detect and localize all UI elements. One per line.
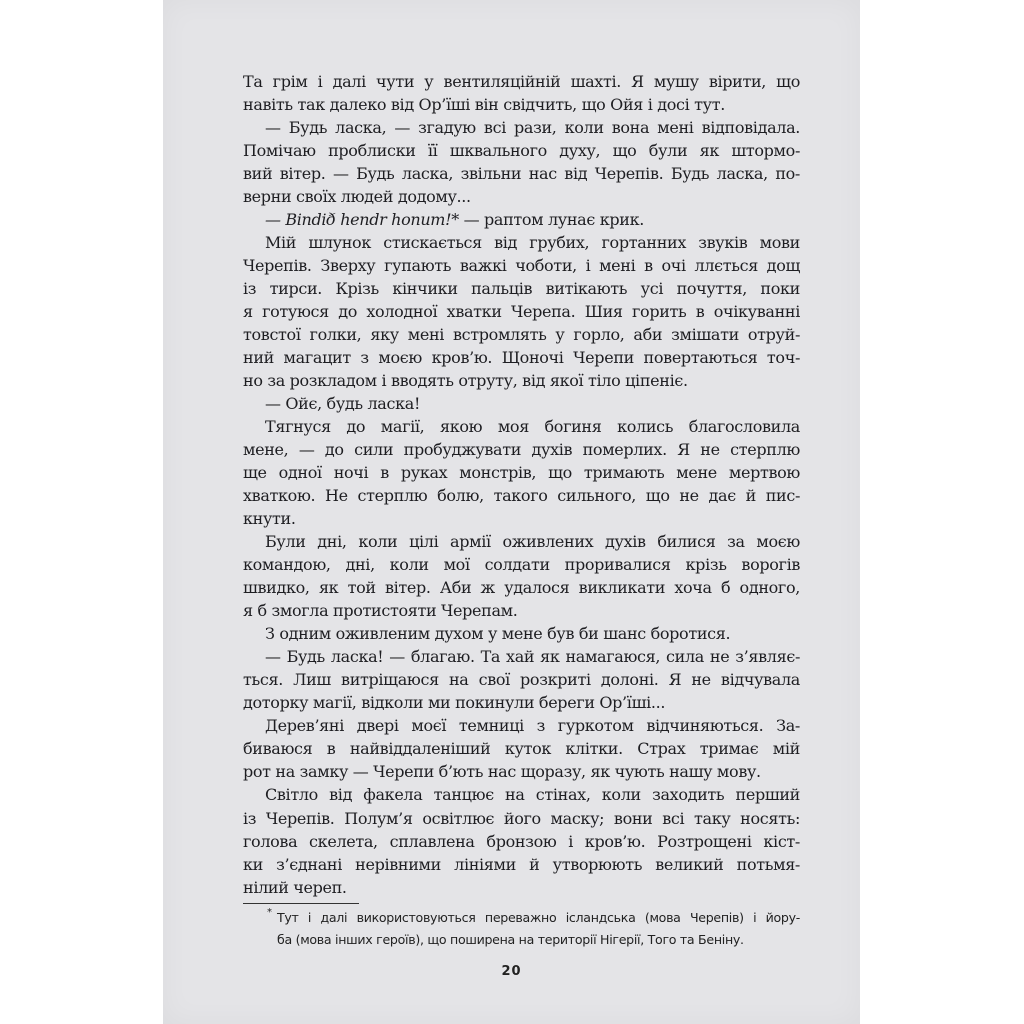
line-text: мене, — до сили пробуджувати духів померлих. Я не стерплю [243,440,800,460]
line-text: хваткою. Не стерплю болю, такого сильного, що не дає й пис- [243,486,800,506]
text-line [243,830,800,853]
line-text: вий вітер. — Будь ласка, звільни нас від Черепів. Будь ласка, по- [243,164,800,184]
text-line [243,438,800,461]
text-line [243,185,800,208]
text-line [243,346,800,369]
line-text: із Черепів. Полум’я освітлює його маску; вони всі таку носять: [243,808,800,828]
line-text: ки з’єднані нерівними лініями й утворюють великий потьмя- [243,854,800,874]
line-text: — Ойє, будь ласка! [265,394,421,414]
line-text: — Будь ласка! — благаю. Та хай як намагаюся, сила не з’являє- [265,647,800,667]
text-line [243,622,800,645]
line-text: ще одної ночі в руках монстрів, що тримають мене мертвою [243,463,800,483]
text-line [243,853,800,876]
text-line [243,254,800,277]
line-text: Та грім і далі чути у вентиляційній шахті. Я мушу вірити, що [243,72,800,91]
text-line [243,461,800,484]
line-text: Дерев’яні двері моєї темниці з гуркотом відчиняються. За- [265,716,800,736]
line-text: ний магацит з моєю кров’ю. Щоночі Черепи повертаються точ- [243,348,800,368]
text-line [243,323,800,346]
text-line [243,576,800,599]
line-text: биваюся в найвіддаленіший куток клітки. Страх тримає мій [243,739,800,759]
line-text: товстої голки, яку мені встромлять у горло, аби змішати отруй- [243,325,800,345]
footnote-line: ба (мова інших героїв), що поширена на території Нігерії, Того та Беніну. [277,932,744,947]
book-page [163,0,860,1024]
text-line [243,691,800,714]
page-number: 20 [501,964,522,979]
text-line [243,392,800,415]
line-text: Світло від факела танцює на стінах, коли заходить перший [265,785,800,805]
line-text: З одним оживленим духом у мене був би шанс боротися. [265,624,731,644]
line-text: рот на замку — Черепи б’ють нас щоразу, як чують нашу мову. [243,762,761,782]
line-text: кнути. [243,509,296,529]
text-line [243,70,800,93]
text-line [243,507,800,530]
text-line [243,760,800,783]
line-text: я готуюся до холодної хватки Черепа. Шия горить в очікуванні [243,302,800,322]
text-line [243,737,800,760]
line-text: я б змогла протистояти Черепам. [243,601,518,621]
footnote-line: Тут і далі використовуються переважно ісландська (мова Черепів) і йору- [277,910,800,925]
line-text: верни своїх людей додому... [243,187,471,207]
text-line [243,783,800,806]
footnote-marker: * [267,907,272,918]
text-line [243,415,800,438]
line-text: голова скелета, сплавлена бронзою і кров’ю. Розтрощені кіст- [243,831,800,851]
text-line [243,807,800,830]
text-line [243,300,800,323]
line-text: ться. Лиш витріщаюся на свої розкриті долоні. Я не відчувала [243,670,800,690]
text-line [243,530,800,553]
body-text [243,70,800,899]
text-line [243,876,800,899]
line-text: доторку магії, відколи ми покинули береги Ор’їші... [243,693,666,713]
line-text: Тягнуся до магії, якою моя богиня колись благословила [265,417,800,437]
line-text: но за розкладом і вводять отруту, від якої тіло ціпеніє. [243,371,688,391]
text-line [243,208,800,231]
footnote [267,907,800,951]
text-line [243,668,800,691]
text-line [243,714,800,737]
text-line [243,277,800,300]
text-line [243,116,800,139]
line-text: швидко, як той вітер. Аби ж удалося викликати хоча б одного, [243,578,800,598]
text-line [243,93,800,116]
text-line [243,484,800,507]
line-text: нілий череп. [243,877,347,897]
text-line [243,553,800,576]
text-line [243,645,800,668]
line-text: — раптом лунає крик. [458,210,644,230]
text-line [243,139,800,162]
text-line [243,231,800,254]
text-line [243,162,800,185]
line-text: Були дні, коли цілі армії оживлених духів билися за моєю [265,532,800,552]
line-text: із тирси. Крізь кінчики пальців витікають усі почуття, поки [243,279,800,299]
line-text: — Будь ласка, — згадую всі рази, коли вона мені відповідала. [265,118,800,138]
line-text: Мій шлунок стискається від грубих, гортанних звуків мови [265,233,800,253]
line-text: Черепів. Зверху гупають важкі чоботи, і мені в очі ллється дощ [243,256,800,276]
line-text: навіть так далеко від Ор’їші він свідчить, що Ойя і досі тут. [243,95,725,115]
text-line [243,369,800,392]
italic-phrase: — Bindið hendr honum!* [265,210,459,230]
text-line [243,599,800,622]
line-text: командою, дні, коли мої солдати проривалися крізь ворогів [243,555,800,575]
line-text: Помічаю проблиски її шквального духу, що були як штормо- [243,141,800,161]
footnote-divider [243,903,359,904]
